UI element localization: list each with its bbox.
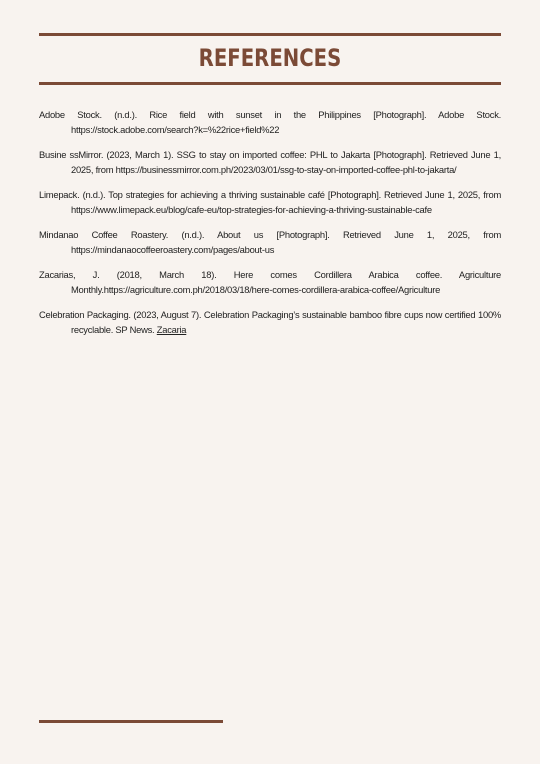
reference-text: Mindanao Coffee Roastery. (n.d.). About us [Photograph]. Retrieved June 1, 2025, from https://mindanaocoffeeroastery.com/pages/about-us <box>39 229 501 255</box>
reference-list <box>39 99 501 348</box>
bottom-divider <box>39 720 223 723</box>
top-divider <box>39 33 501 36</box>
title-divider <box>39 82 501 85</box>
reference-item-adobe-stock <box>39 108 501 137</box>
reference-text: Busine ssMirror. (2023, March 1). SSG to stay on imported coffee: PHL to Jakarta [Photograph]. Retrieved June 1, 2025, from https://businessmirror.com.ph/2023/03/01/ssg-to-stay-on-imported-coffee-phl-to-jakarta/ <box>39 149 501 175</box>
reference-item-celebration-packaging <box>39 308 501 337</box>
reference-text: Limepack. (n.d.). Top strategies for achieving a thriving sustainable café [Photograph]. Retrieved June 1, 2025, from https://www.limepack.eu/blog/cafe-eu/top-strategies-for-achieving-a-thriving-sustainable-cafe <box>39 189 501 215</box>
reference-text: Celebration Packaging. (2023, August 7). Celebration Packaging’s sustainable bamboo fibre cups now certified 100% recyclable. SP News. <box>39 309 501 335</box>
reference-item-zacarias <box>39 268 501 297</box>
reference-link[interactable]: Zacaria <box>156 323 187 335</box>
reference-item-limepack <box>39 188 501 217</box>
reference-text: Zacarias, J. (2018, March 18). Here comes Cordillera Arabica coffee. Agriculture Monthly.https://agriculture.com.ph/2018/03/18/here-comes-cordillera-arabica-coffee/Agriculture <box>39 269 501 295</box>
page-title: REFERENCES <box>198 44 342 72</box>
reference-item-businessmirror <box>39 148 501 177</box>
reference-item-mindanao-coffee <box>39 228 501 257</box>
reference-text: Adobe Stock. (n.d.). Rice field with sunset in the Philippines [Photograph]. Adobe Stock. https://stock.adobe.com/search?k=%22rice+field%22 <box>39 109 501 135</box>
